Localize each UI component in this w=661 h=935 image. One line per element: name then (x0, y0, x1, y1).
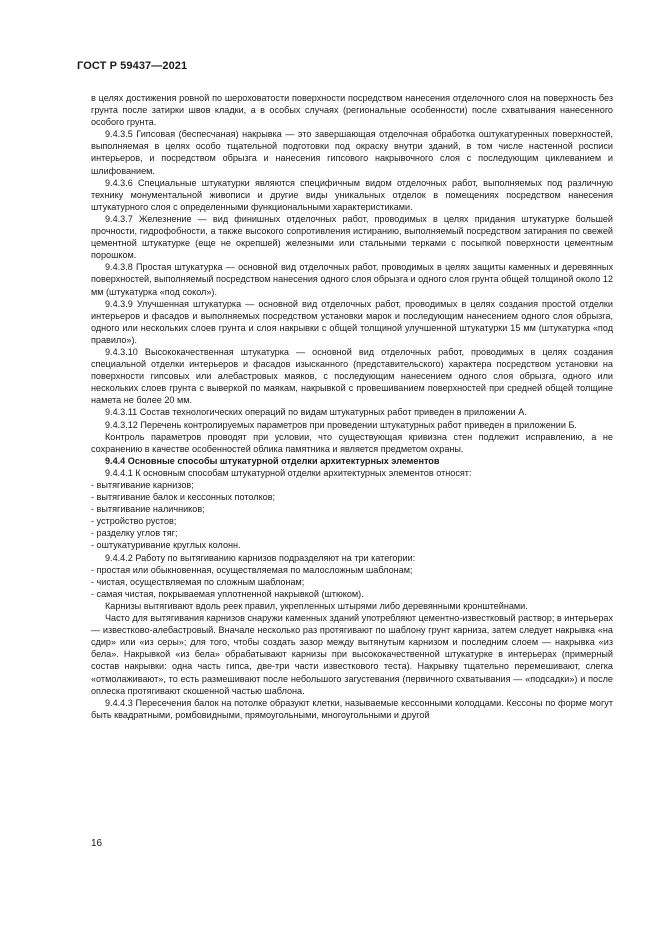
paragraph: Часто для вытягивания карнизов снаружи каменных зданий употребляют цементно-известковый раствор; в интерьерах — известково-алебастровый. Вначале несколько раз протягивают по шаблону грунт карниза, затем следует накрывка «на сдир» или «из серы»; для того, чтобы создать зазор между вытянутым карнизом и последним слоем — накрывка «из бела». Накрывкой «из бела» обрабатывают карнизы при высококачественной штукатурке в интерьерах (примерный состав накрывки: одна часть гипса, две-три части известкового теста). Накрывку тщательно перемешивают, слегка «отмолаживают», то есть размешивают после небольшого загустевания (первичного схватывания — «подсадки») и после оплеска протягивают скошенной частью шаблона. (91, 613, 613, 696)
paragraph: в целях достижения ровной по шероховатости поверхности посредством нанесения отделочного слоя на поверхность без грунта после затирки швов кладки, а в особых случаях (региональные особенности) после схватывания нанесенного особого грунта. (91, 93, 613, 128)
list-item: - оштукатуривание круглых колонн. (91, 540, 241, 551)
paragraph: 9.4.3.9 Улучшенная штукатурка — основной вид отделочных работ, проводимых в целях создания простой отделки интерьеров и фасадов и выполняемых посредством установки марок и последующим нанесением одного слоя обрызга, одного или нескольких слоев грунта и слоя накрывки с общей толщиной улучшенной штукатурки 15 мм (штукатурка «под правило»). (91, 298, 613, 345)
document-header: ГОСТ Р 59437—2021 (77, 60, 188, 72)
paragraph: 9.4.4.3 Пересечения балок на потолке образуют клетки, называемые кессонными колодцами. Кессоны по форме могут быть квадратными, ромбовидными, прямоугольными, многоугольными и другой (91, 697, 613, 720)
paragraph: 9.4.3.7 Железнение — вид финишных отделочных работ, проводимых в целях придания штукатурке большей прочности, гидрофобности, а также высокого сопротивления истиранию, выполняемый посредством затирания по свежей цементной штукатурке (еще не окрепшей) железными или стальными терками с посыпкой поверхности цементным порошком. (91, 213, 613, 261)
paragraph: Карнизы вытягивают вдоль реек правил, укрепленных штырями либо деревянными кронштейнами. (105, 600, 528, 611)
list-item: - вытягивание карнизов; (91, 480, 194, 490)
list-item: - самая чистая, покрываемая уплотненной накрывкой (штюком). (91, 588, 364, 599)
paragraph: 9.4.3.10 Высококачественная штукатурка — основной вид отделочных работ, проводимых в целях создания специальной отделки интерьеров и фасадов изысканного (представительского) характера посредством установки на поверхности гипсовых или алебастровых маяков, с последующим нанесением одного слоя обрызга, одного или нескольких слоев грунта с выверкой по маякам, накрывкой с провешиванием поверхностей при средней общей толщине намета не более 20 мм. (91, 346, 613, 406)
categories-list (91, 564, 613, 600)
section-heading: 9.4.4 Основные способы штукатурной отделки архитектурных элементов (105, 455, 440, 466)
paragraph: 9.4.3.8 Простая штукатурка — основной вид отделочных работ, проводимых в целях защиты каменных и деревянных поверхностей, выполняемый посредством нанесения одного слоя обрызга и одного слоя грунта общей толщиной около 12 мм (штукатурка «под сокол»). (91, 262, 613, 297)
list-item: - вытягивание балок и кессонных потолков; (91, 492, 276, 503)
list-item: - разделку углов тяг; (91, 528, 178, 539)
list-item: - чистая, осуществляемая по сложным шаблонам; (91, 576, 305, 587)
document-body (91, 92, 613, 721)
list-item: - устройство рустов; (91, 516, 177, 527)
methods-list (91, 479, 613, 552)
paragraph: 9.4.3.11 Состав технологических операций по видам штукатурных работ приведен в приложении А. (105, 407, 527, 418)
paragraph: 9.4.3.12 Перечень контролируемых параметров при проведении штукатурных работ приведен в приложении Б. (105, 419, 577, 430)
paragraph: 9.4.4.2 Работу по вытягиванию карнизов подразделяют на три категории: (105, 552, 416, 563)
list-item: - вытягивание наличников; (91, 504, 205, 515)
page-number: 16 (91, 838, 103, 849)
paragraph: 9.4.4.1 К основным способам штукатурной отделки архитектурных элементов относят: (105, 467, 472, 478)
list-item: - простая или обыкновенная, осуществляемая по малосложным шаблонам; (91, 564, 413, 575)
paragraph: 9.4.3.5 Гипсовая (беспесчаная) накрывка — это завершающая отделочная обработка оштукатуренных поверхностей, выполняемая в целях особо тщательной подготовки под окраску внутри зданий, в том числе настенной росписи интерьеров, и посредством обрызга и нанесения гипсового накрывочного слоя с последующим циклеванием и шлифованием. (91, 129, 613, 176)
paragraph: Контроль параметров проводят при условии, что существующая кривизна стен подлежит исправлению, а не сохранению в качестве особенностей облика памятника и является предметом охраны. (91, 431, 613, 454)
paragraph: 9.4.3.6 Специальные штукатурки являются специфичным видом отделочных работ, выполняемых под различную технику монументальной живописи и другие виды уникальных отделок в помещениях посредством нанесения штукатурного слоя с определенными функциональными характеристиками. (91, 177, 613, 212)
